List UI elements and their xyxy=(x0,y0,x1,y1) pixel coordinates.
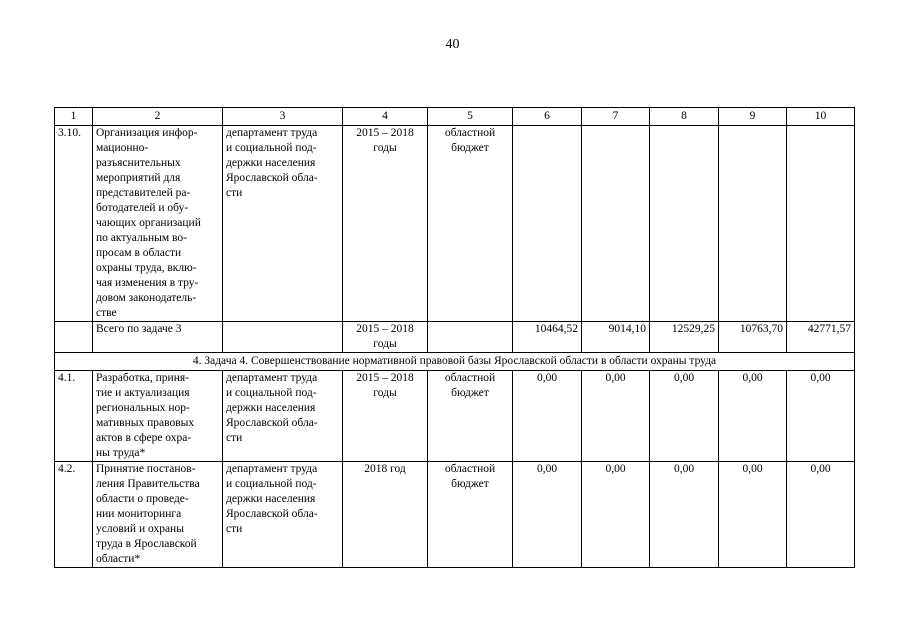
funding-source xyxy=(428,322,513,353)
executor xyxy=(223,322,343,353)
value-col-9: 10763,70 xyxy=(719,322,787,353)
row-number: 4.1. xyxy=(55,371,93,462)
header-row xyxy=(55,108,855,126)
value-col-10: 0,00 xyxy=(787,371,855,462)
table-row-total-3 xyxy=(55,322,855,353)
activity-name: Организация инфор- мационно- разъяснительных мероприятий для представителей ра- ботодателей и обу- чающих организаций по актуальным во- просам в области охраны труда, вклю- чая изменения в тру- довом законодатель- стве xyxy=(93,126,223,322)
value-col-8: 0,00 xyxy=(650,462,719,568)
period: 2015 – 2018 годы xyxy=(343,322,428,353)
value-col-10: 0,00 xyxy=(787,462,855,568)
executor: департамент труда и социальной под- держки населения Ярославской обла- сти xyxy=(223,462,343,568)
header-cell: 10 xyxy=(787,108,855,126)
activity-name: Принятие постанов- ления Правительства области о проведе- нии мониторинга условий и охраны труда в Ярославской области* xyxy=(93,462,223,568)
value-col-8 xyxy=(650,126,719,322)
header-cell: 9 xyxy=(719,108,787,126)
header-cell: 4 xyxy=(343,108,428,126)
value-col-7 xyxy=(582,126,650,322)
header-cell: 8 xyxy=(650,108,719,126)
value-col-6 xyxy=(513,126,582,322)
executor: департамент труда и социальной под- держки населения Ярославской обла- сти xyxy=(223,126,343,322)
value-col-8: 0,00 xyxy=(650,371,719,462)
funding-source: областной бюджет xyxy=(428,371,513,462)
executor: департамент труда и социальной под- держки населения Ярославской обла- сти xyxy=(223,371,343,462)
row-number: 4.2. xyxy=(55,462,93,568)
row-number xyxy=(55,322,93,353)
value-col-6: 10464,52 xyxy=(513,322,582,353)
value-col-6: 0,00 xyxy=(513,371,582,462)
program-table xyxy=(54,107,855,568)
table-row-4-2 xyxy=(55,462,855,568)
funding-source: областной бюджет xyxy=(428,462,513,568)
page-number: 40 xyxy=(445,37,460,52)
header-cell: 5 xyxy=(428,108,513,126)
header-cell: 6 xyxy=(513,108,582,126)
value-col-10: 42771,57 xyxy=(787,322,855,353)
section-row-task-4 xyxy=(55,353,855,371)
funding-source: областной бюджет xyxy=(428,126,513,322)
value-col-8: 12529,25 xyxy=(650,322,719,353)
table-row-4-1 xyxy=(55,371,855,462)
value-col-9: 0,00 xyxy=(719,462,787,568)
header-cell: 1 xyxy=(55,108,93,126)
activity-name: Всего по задаче 3 xyxy=(93,322,223,353)
row-number: 3.10. xyxy=(55,126,93,322)
table-row-3-10 xyxy=(55,126,855,322)
header-cell: 7 xyxy=(582,108,650,126)
value-col-7: 9014,10 xyxy=(582,322,650,353)
value-col-7: 0,00 xyxy=(582,462,650,568)
period: 2015 – 2018 годы xyxy=(343,126,428,322)
section-title: 4. Задача 4. Совершенствование нормативной правовой базы Ярославской области в области охраны труда xyxy=(55,353,855,371)
header-cell: 3 xyxy=(223,108,343,126)
period: 2015 – 2018 годы xyxy=(343,371,428,462)
value-col-7: 0,00 xyxy=(582,371,650,462)
value-col-9 xyxy=(719,126,787,322)
header-cell: 2 xyxy=(93,108,223,126)
activity-name: Разработка, приня- тие и актуализация региональных нор- мативных правовых актов в сфере охра- ны труда* xyxy=(93,371,223,462)
value-col-6: 0,00 xyxy=(513,462,582,568)
period: 2018 год xyxy=(343,462,428,568)
value-col-9: 0,00 xyxy=(719,371,787,462)
value-col-10 xyxy=(787,126,855,322)
